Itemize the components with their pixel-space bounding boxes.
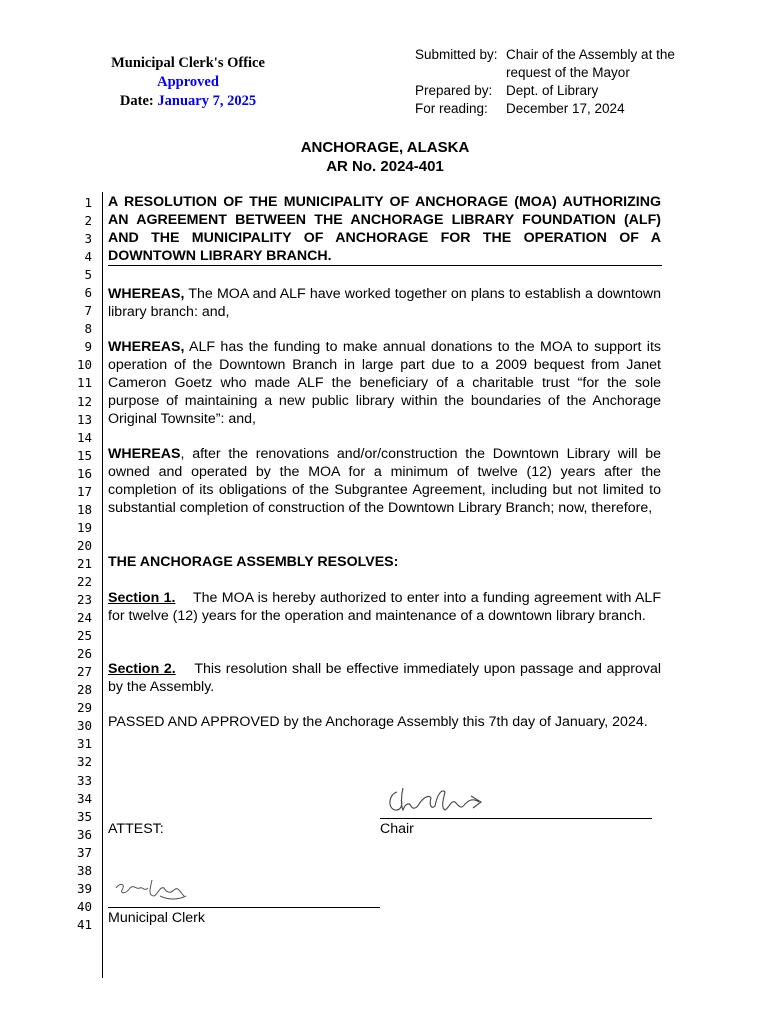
clerk-signature-icon	[112, 874, 192, 906]
line-number: 19	[76, 519, 92, 535]
line-number: 7	[84, 303, 92, 319]
whereas-label: WHEREAS	[108, 446, 181, 462]
line-number: 26	[76, 646, 92, 662]
line-number: 32	[76, 754, 92, 770]
line-number: 13	[76, 411, 92, 427]
prepared-value: Dept. of Library	[506, 83, 599, 98]
line-number: 16	[76, 465, 92, 481]
attest-label: ATTEST:	[108, 821, 164, 837]
line-number: 20	[76, 537, 92, 553]
line-number: 4	[84, 249, 92, 265]
stamp-date-label: Date:	[119, 93, 154, 109]
line-number: 22	[76, 573, 92, 589]
passed-paragraph: PASSED AND APPROVED by the Anchorage Assembly this 7th day of January, 2024.	[108, 714, 648, 730]
line-number: 31	[76, 736, 92, 752]
line-number: 5	[84, 267, 92, 283]
submitted-label: Submitted by:	[415, 47, 498, 62]
line-number: 34	[76, 790, 92, 806]
line-number: 23	[76, 592, 92, 608]
line-number: 37	[76, 844, 92, 860]
document-title: ANCHORAGE, ALASKA	[300, 139, 470, 156]
stamp-date-value: January 7, 2025	[157, 93, 257, 109]
line-number: 9	[84, 339, 92, 355]
clerk-label: Municipal Clerk	[108, 910, 205, 926]
resolves-heading: THE ANCHORAGE ASSEMBLY RESOLVES:	[108, 554, 399, 570]
section-text: The MOA is hereby authorized to enter into a funding agreement with ALF for twelve (12) years for the operation and maintenance of a downtown library branch.	[108, 590, 661, 625]
section-text: This resolution shall be effective immediately upon passage and approval by the Assembly.	[108, 661, 661, 696]
line-number: 11	[76, 375, 92, 391]
line-numbers	[60, 194, 92, 934]
line-number: 3	[84, 231, 92, 247]
line-number: 30	[76, 718, 92, 734]
chair-signature-icon	[385, 780, 485, 820]
line-number: 10	[76, 357, 92, 373]
line-number: 2	[84, 213, 92, 229]
section-label: Section 2.	[108, 661, 176, 677]
line-number: 12	[76, 393, 92, 409]
line-number: 36	[76, 826, 92, 842]
line-number: 14	[76, 429, 92, 445]
line-number: 39	[76, 880, 92, 896]
line-number: 38	[76, 862, 92, 878]
line-number: 15	[76, 447, 92, 463]
resolution-number: AR No. 2024-401	[326, 158, 444, 175]
margin-rule	[102, 192, 103, 978]
line-number: 41	[76, 916, 92, 932]
line-number: 18	[76, 501, 92, 517]
stamp-date	[100, 92, 276, 111]
line-number: 24	[76, 610, 92, 626]
line-number: 21	[76, 555, 92, 571]
whereas-paragraph-1	[108, 285, 661, 321]
clerk-signature-line	[108, 907, 380, 908]
line-number: 40	[76, 898, 92, 914]
line-number: 27	[76, 664, 92, 680]
line-number: 8	[84, 321, 92, 337]
line-number: 29	[76, 700, 92, 716]
line-number: 35	[76, 808, 92, 824]
submitted-value-1: Chair of the Assembly at the	[506, 47, 675, 62]
whereas-paragraph-2	[108, 338, 661, 428]
submitted-value-2: request of the Mayor	[506, 65, 630, 80]
stamp-status: Approved	[157, 74, 219, 90]
line-number: 33	[76, 772, 92, 788]
whereas-label: WHEREAS,	[108, 339, 185, 355]
stamp-office: Municipal Clerk's Office	[111, 55, 265, 71]
whereas-text: ALF has the funding to make annual donations to the MOA to support its operation of the Downtown Branch in large part due to a 2009 bequest from Janet Cameron Goetz who made ALF the beneficiary of a charitable trust “for the sole purpose of maintaining a new public library within the boundaries of the Anchorage Original Townsite”: and,	[108, 339, 661, 428]
whereas-label: WHEREAS,	[108, 286, 185, 302]
prepared-label: Prepared by:	[415, 83, 493, 98]
chair-label: Chair	[380, 821, 414, 837]
resolution-heading: A RESOLUTION OF THE MUNICIPALITY OF ANCHORAGE (MOA) AUTHORIZING AN AGREEMENT BETWEEN THE ANCHORAGE LIBRARY FOUNDATION (ALF) AND THE MUNICIPALITY OF ANCHORAGE FOR THE OPERATION OF A DOWNTOWN LIBRARY BRANCH.	[108, 194, 661, 265]
whereas-text: The MOA and ALF have worked together on plans to establish a downtown library branch: and,	[108, 286, 661, 321]
section-label: Section 1.	[108, 590, 176, 606]
whereas-text: , after the renovations and/or/construction the Downtown Library will be owned and operated by the MOA for a minimum of twelve (12) years after the completion of its obligations of the Subgrantee Agreement, including but not limited to substantial completion of construction of the Downtown Library Branch; now, therefore,	[108, 446, 661, 517]
line-number: 1	[84, 195, 92, 210]
whereas-paragraph-3	[108, 445, 661, 517]
reading-label: For reading:	[415, 101, 488, 116]
approval-stamp	[100, 54, 276, 111]
line-number: 17	[76, 483, 92, 499]
section-1	[108, 589, 661, 625]
line-number: 28	[76, 682, 92, 698]
line-number: 25	[76, 628, 92, 644]
section-2	[108, 660, 661, 696]
line-number: 6	[84, 285, 92, 301]
heading-rule	[108, 265, 662, 266]
reading-value: December 17, 2024	[506, 101, 625, 116]
chair-signature-line	[380, 818, 652, 819]
